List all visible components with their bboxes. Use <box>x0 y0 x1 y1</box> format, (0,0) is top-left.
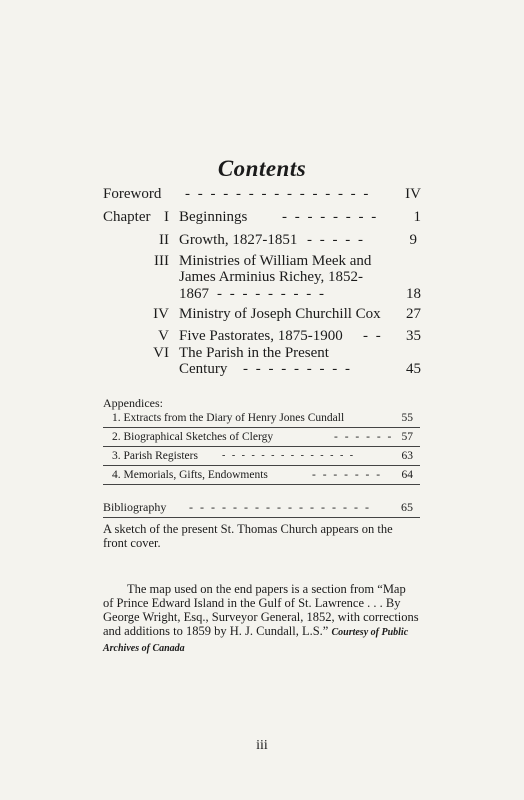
chapter-title-line-1: Ministries of William Meek and <box>179 253 372 269</box>
appendix-item <box>112 450 413 462</box>
appendix-leader: - - - - - - - <box>312 469 383 481</box>
toc-page-number: 45 <box>406 361 421 377</box>
chapter-title: Ministry of Joseph Churchill Cox <box>179 306 381 322</box>
toc-entry-chapter-5 <box>103 328 421 345</box>
toc-entry-foreword <box>103 186 421 203</box>
chapter-title: Growth, 1827-1851 <box>179 232 298 248</box>
map-note <box>103 582 419 656</box>
map-credit: Courtesy of Public Archives of Canada <box>103 627 409 654</box>
toc-page-number: 18 <box>406 286 421 302</box>
appendix-leader: - - - - - - - - - - - - - - <box>222 450 356 461</box>
chapter-number: II <box>159 232 169 248</box>
appendix-page: 57 <box>401 431 413 443</box>
chapter-number: V <box>158 328 169 344</box>
appendix-text: Memorials, Gifts, Endowments <box>123 469 268 481</box>
bibliography-leader: - - - - - - - - - - - - - - - - - <box>189 500 371 514</box>
appendix-page: 64 <box>401 469 413 481</box>
toc-page-number: IV <box>405 186 421 202</box>
toc-entry-label: Foreword <box>103 186 162 202</box>
toc-entry-chapter-4 <box>103 306 421 323</box>
chapter-number: IV <box>153 306 169 322</box>
chapter-word: Chapter <box>103 209 151 225</box>
toc-leader: - - <box>363 328 383 344</box>
bibliography-page: 65 <box>401 500 413 514</box>
divider-rule <box>103 446 420 447</box>
toc-entry-chapter-1 <box>103 209 421 226</box>
appendix-number: 3. <box>112 450 121 462</box>
cover-note: A sketch of the present St. Thomas Church appears on the front cover. <box>103 522 393 550</box>
chapter-title-line-1: The Parish in the Present <box>179 345 329 361</box>
toc-leader: - - - - - - - - - - - - - - - <box>185 186 371 202</box>
divider-rule <box>103 484 420 485</box>
toc-leader: - - - - - <box>307 232 365 248</box>
chapter-number: VI <box>153 345 169 361</box>
appendix-item <box>112 431 413 443</box>
toc-page-number: 1 <box>413 209 421 225</box>
toc-leader: - - - - - - - - - <box>243 361 352 377</box>
appendix-text: Extracts from the Diary of Henry Jones Cundall <box>123 412 345 424</box>
divider-rule <box>103 427 420 428</box>
divider-rule <box>103 465 420 466</box>
page-title: Contents <box>217 156 307 181</box>
chapter-title-line-2: Century <box>179 361 228 377</box>
chapter-title: Beginnings <box>179 209 248 225</box>
toc-page-number: 9 <box>409 232 417 248</box>
appendix-number: 2. <box>112 431 121 443</box>
divider-rule <box>103 517 420 518</box>
chapter-title-line-3: 1867 <box>179 286 209 302</box>
bibliography-entry <box>103 500 413 515</box>
page-number: iii <box>256 738 268 753</box>
toc-page-number: 27 <box>406 306 421 322</box>
appendices-heading: Appendices: <box>103 396 163 410</box>
toc-page-number: 35 <box>406 328 421 344</box>
appendix-leader: - - - - - - <box>334 431 394 443</box>
toc-entry-chapter-3 <box>103 253 421 305</box>
chapter-number: III <box>154 253 169 269</box>
toc-leader: - - - - - - - - - <box>217 286 326 302</box>
appendix-item <box>112 469 413 481</box>
toc-entry-chapter-6 <box>103 345 421 379</box>
appendix-text: Biographical Sketches of Clergy <box>123 431 274 443</box>
map-note-text: The map used on the end papers is a section from “Map of Prince Edward Island in the Gulf of St. Lawrence . . . By George Wright, Esq., Surveyor General, 1852, with corrections and additions to 1859 by H. J. Cundall, L.S.” <box>103 582 419 638</box>
appendix-number: 4. <box>112 469 121 481</box>
appendix-page: 63 <box>401 450 413 462</box>
toc-leader: - - - - - - - - <box>282 209 379 225</box>
appendix-text: Parish Registers <box>123 450 198 462</box>
toc-entry-chapter-2 <box>103 232 421 249</box>
appendix-number: 1. <box>112 412 121 424</box>
chapter-number: I <box>164 209 169 225</box>
chapter-title-line-2: James Arminius Richey, 1852- <box>179 269 364 285</box>
appendix-page: 55 <box>401 412 413 424</box>
bibliography-label: Bibliography <box>103 500 167 514</box>
appendix-item <box>112 412 413 424</box>
chapter-title: Five Pastorates, 1875-1900 <box>179 328 343 344</box>
